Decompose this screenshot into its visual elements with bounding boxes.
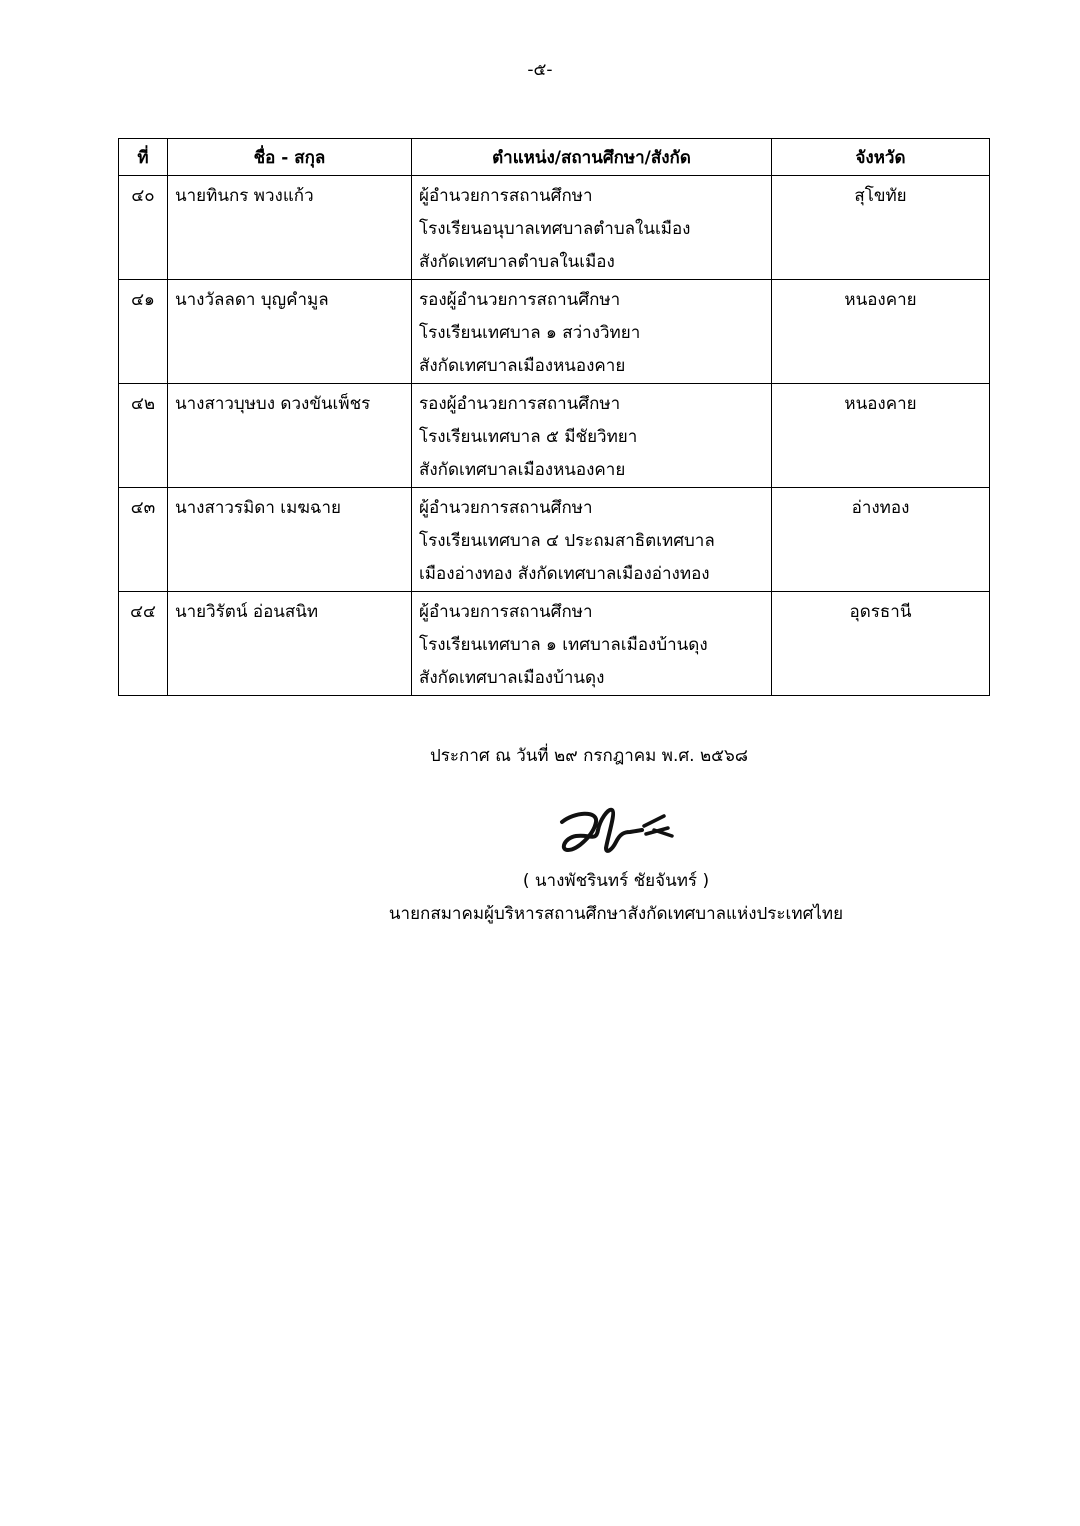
handwritten-signature — [556, 800, 686, 864]
table-row — [119, 176, 990, 280]
position-line: เมืองอ่างทอง สังกัดเทศบาลเมืองอ่างทอง — [419, 564, 710, 584]
announcement-date: ประกาศ ณ วันที่ ๒๙ กรกฎาคม พ.ศ. ๒๕๖๘ — [430, 746, 748, 766]
header-no: ที่ — [119, 139, 168, 176]
row-position — [412, 488, 772, 592]
position-line: สังกัดเทศบาลเมืองบ้านดุง — [419, 668, 605, 688]
row-province: อุดรธานี — [772, 592, 990, 696]
row-province: หนองคาย — [772, 280, 990, 384]
position-line: รองผู้อำนวยการสถานศึกษา — [419, 290, 621, 310]
row-name: นายทินกร พวงแก้ว — [168, 176, 412, 280]
position-line: สังกัดเทศบาลเมืองหนองคาย — [419, 460, 626, 480]
position-line: โรงเรียนอนุบาลเทศบาลตำบลในเมือง — [419, 219, 691, 239]
row-number: ๔๔ — [119, 592, 168, 696]
row-position — [412, 592, 772, 696]
position-line: ผู้อำนวยการสถานศึกษา — [419, 602, 593, 622]
position-line: รองผู้อำนวยการสถานศึกษา — [419, 394, 621, 414]
row-number: ๔๒ — [119, 384, 168, 488]
row-province: อ่างทอง — [772, 488, 990, 592]
row-number: ๔๐ — [119, 176, 168, 280]
position-line: สังกัดเทศบาลตำบลในเมือง — [419, 252, 615, 272]
position-line: โรงเรียนเทศบาล ๑ สว่างวิทยา — [419, 323, 641, 343]
page-number: -๕- — [527, 60, 553, 80]
position-line: ผู้อำนวยการสถานศึกษา — [419, 498, 593, 518]
row-name: นางสาวรมิดา เมฆฉาย — [168, 488, 412, 592]
table-row — [119, 384, 990, 488]
roster-table — [118, 138, 990, 696]
row-name: นายวิรัตน์ อ่อนสนิท — [168, 592, 412, 696]
position-line: โรงเรียนเทศบาล ๔ ประถมสาธิตเทศบาล — [419, 531, 715, 551]
header-position: ตำแหน่ง/สถานศึกษา/สังกัด — [412, 139, 772, 176]
table-row — [119, 592, 990, 696]
row-province: หนองคาย — [772, 384, 990, 488]
row-name: นางวัลลดา บุญคำมูล — [168, 280, 412, 384]
position-line: ผู้อำนวยการสถานศึกษา — [419, 186, 593, 206]
table-row — [119, 488, 990, 592]
row-position — [412, 280, 772, 384]
table-row — [119, 280, 990, 384]
header-name: ชื่อ - สกุล — [168, 139, 412, 176]
row-province: สุโขทัย — [772, 176, 990, 280]
signer-title: นายกสมาคมผู้บริหารสถานศึกษาสังกัดเทศบาลแห่งประเทศไทย — [388, 904, 844, 924]
row-number: ๔๓ — [119, 488, 168, 592]
position-line: สังกัดเทศบาลเมืองหนองคาย — [419, 356, 626, 376]
position-line: โรงเรียนเทศบาล ๑ เทศบาลเมืองบ้านดุง — [419, 635, 708, 655]
table-header-row — [119, 139, 990, 176]
row-number: ๔๑ — [119, 280, 168, 384]
row-name: นางสาวบุษบง ดวงขันเพ็ชร — [168, 384, 412, 488]
row-position — [412, 176, 772, 280]
header-province: จังหวัด — [772, 139, 990, 176]
position-line: โรงเรียนเทศบาล ๕ มีชัยวิทยา — [419, 427, 638, 447]
signer-name: ( นางพัชรินทร์ ชัยจันทร์ ) — [522, 871, 710, 891]
row-position — [412, 384, 772, 488]
